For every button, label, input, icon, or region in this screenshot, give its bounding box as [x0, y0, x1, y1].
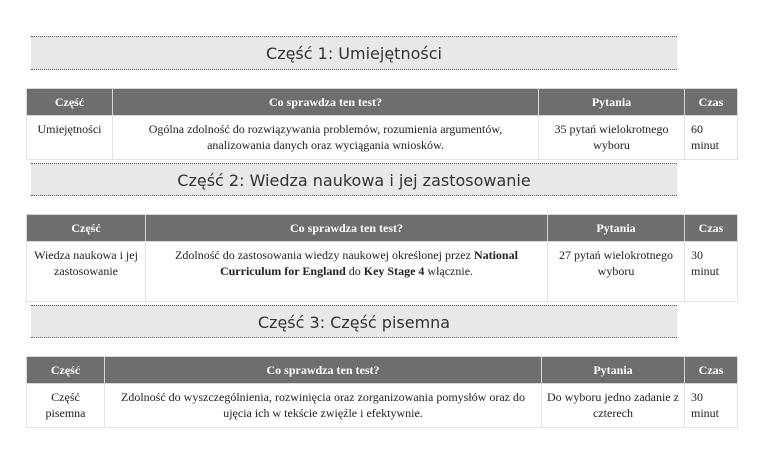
column-header-description: Co sprawdza ten test? — [146, 215, 548, 242]
table-row — [27, 116, 738, 160]
section-2-table — [26, 214, 738, 302]
section-3-heading: Część 3: Część pisemna — [31, 305, 677, 338]
description-text-end: włącznie. — [427, 264, 474, 278]
column-header-questions: Pytania — [539, 89, 685, 116]
table-header-row — [27, 357, 738, 384]
section-1-table — [26, 88, 738, 160]
table-row — [27, 242, 738, 302]
time-cell: 30 minut — [685, 384, 738, 428]
description-text: Zdolność do zastosowania wiedzy naukowej określonej przez — [175, 248, 471, 262]
column-header-time: Czas — [685, 215, 738, 242]
description-cell: Zdolność do wyszczególnienia, rozwinięcia oraz zorganizowania pomysłów oraz do ujęcia ich w tekście zwięźle i efektywnie. — [105, 384, 542, 428]
questions-cell: 27 pytań wielokrotnego wyboru — [548, 242, 685, 302]
column-header-description: Co sprawdza ten test? — [105, 357, 542, 384]
column-header-part: Część — [27, 89, 113, 116]
column-header-part: Część — [27, 357, 105, 384]
section-2-heading: Część 2: Wiedza naukowa i jej zastosowanie — [31, 163, 677, 196]
column-header-description: Co sprawdza ten test? — [113, 89, 539, 116]
section-3-table — [26, 356, 738, 428]
part-cell: Wiedza naukowa i jej zastosowanie — [27, 242, 146, 302]
table-header-row — [27, 215, 738, 242]
description-cell — [146, 242, 548, 302]
part-cell: Część pisemna — [27, 384, 105, 428]
description-text-mid: do — [348, 264, 361, 278]
part-cell: Umiejętności — [27, 116, 113, 160]
time-cell: 60 minut — [685, 116, 738, 160]
questions-cell: Do wyboru jedno zadanie z czterech — [542, 384, 685, 428]
section-1-heading: Część 1: Umiejętności — [31, 36, 677, 70]
column-header-questions: Pytania — [548, 215, 685, 242]
table-row — [27, 384, 738, 428]
description-cell: Ogólna zdolność do rozwiązywania problemów, rozumienia argumentów, analizowania danych oraz wyciągania wniosków. — [113, 116, 539, 160]
column-header-time: Czas — [685, 357, 738, 384]
table-header-row — [27, 89, 738, 116]
questions-cell: 35 pytań wielokrotnego wyboru — [539, 116, 685, 160]
curriculum-name: National Curriculum for England — [219, 248, 518, 278]
column-header-part: Część — [27, 215, 146, 242]
time-cell: 30 minut — [685, 242, 738, 302]
column-header-time: Czas — [685, 89, 738, 116]
key-stage-name: Key Stage 4 — [363, 264, 425, 278]
column-header-questions: Pytania — [542, 357, 685, 384]
